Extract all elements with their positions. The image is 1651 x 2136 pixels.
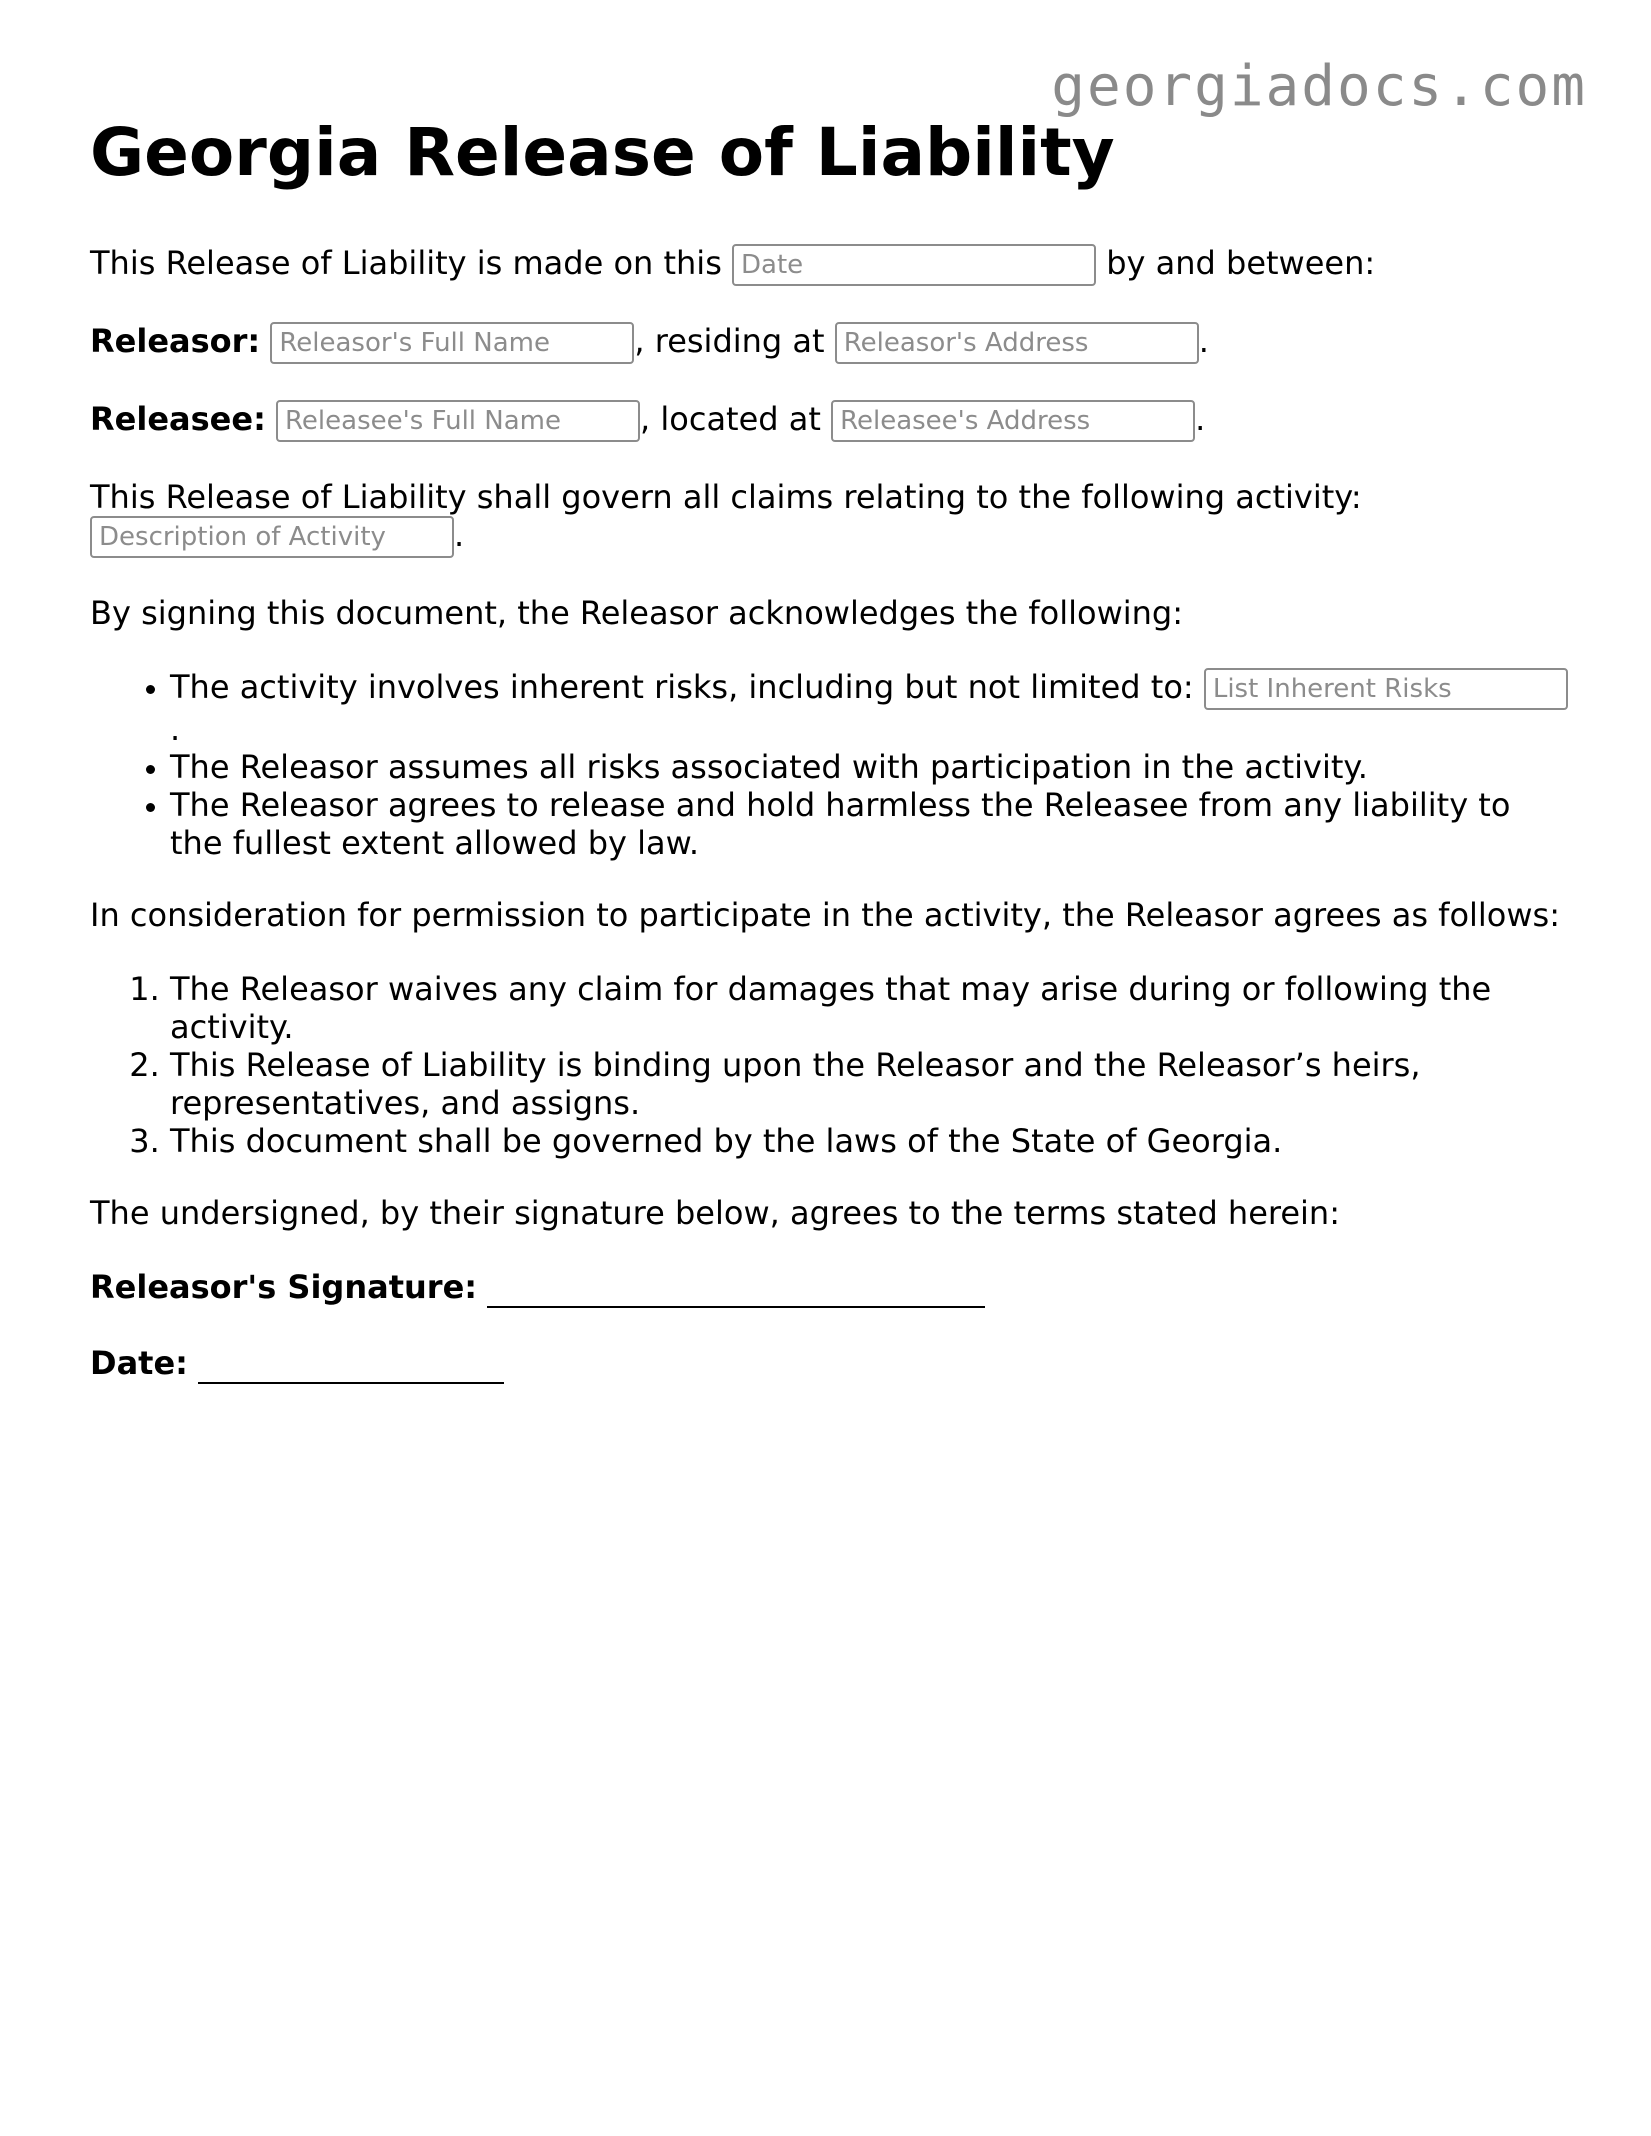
intro-text-after: by and between: (1106, 244, 1376, 282)
intro-text: This Release of Liability is made on this (90, 244, 722, 282)
acknowledgement-list (90, 668, 1570, 862)
releasor-connector: , residing at (634, 322, 825, 360)
releasee-line (90, 400, 1570, 442)
activity-period: . (454, 516, 465, 554)
releasor-name-input[interactable] (270, 322, 634, 364)
list-item: • The Releasor assumes all risks associated with participation in the activity. (170, 748, 1570, 786)
list-item: 1. The Releasor waives any claim for damages that may arise during or following the activity. (170, 970, 1570, 1046)
list-item (170, 668, 1570, 748)
watermark: georgiadocs.com (1051, 54, 1587, 119)
inherent-risks-input[interactable] (1204, 668, 1568, 710)
intro-paragraph (90, 244, 1570, 286)
signature-line (90, 1268, 1570, 1308)
list-item: • The Releasor agrees to release and hold harmless the Releasee from any liability to the fullest extent allowed by law. (170, 786, 1570, 862)
releasee-connector: , located at (640, 400, 821, 438)
risks-text: The activity involves inherent risks, including but not limited to: (170, 668, 1194, 706)
consideration-intro: In consideration for permission to participate in the activity, the Releasor agrees as follows: (90, 896, 1560, 934)
releasor-line (90, 322, 1570, 364)
list-item: 3. This document shall be governed by the laws of the State of Georgia. (170, 1122, 1570, 1160)
releasor-address-input[interactable] (835, 322, 1199, 364)
date-line (90, 1344, 1570, 1384)
closing-text: The undersigned, by their signature below, agrees to the terms stated herein: (90, 1194, 1340, 1232)
activity-paragraph (90, 478, 1570, 558)
activity-description-input[interactable] (90, 516, 454, 558)
document-body (90, 110, 1570, 1420)
risks-period: . (170, 710, 181, 748)
acknowledge-intro: By signing this document, the Releasor acknowledges the following: (90, 594, 1183, 632)
releasor-label: Releasor: (90, 322, 261, 360)
activity-text: This Release of Liability shall govern all claims relating to the following activity: (90, 478, 1362, 516)
list-item: 2. This Release of Liability is binding upon the Releasor and the Releasor’s heirs, representatives, and assigns. (170, 1046, 1570, 1122)
releasee-address-input[interactable] (831, 400, 1195, 442)
releasee-period: . (1195, 400, 1206, 438)
releasor-period: . (1198, 322, 1209, 360)
date-input[interactable] (732, 244, 1096, 286)
page-title: Georgia Release of Liability (90, 114, 1115, 191)
date-blank[interactable] (198, 1344, 504, 1384)
signature-label: Releasor's Signature: (90, 1268, 478, 1306)
signature-blank[interactable] (487, 1268, 985, 1308)
terms-list (90, 970, 1570, 1160)
releasee-label: Releasee: (90, 400, 266, 438)
releasee-name-input[interactable] (276, 400, 640, 442)
date-label: Date: (90, 1344, 188, 1382)
